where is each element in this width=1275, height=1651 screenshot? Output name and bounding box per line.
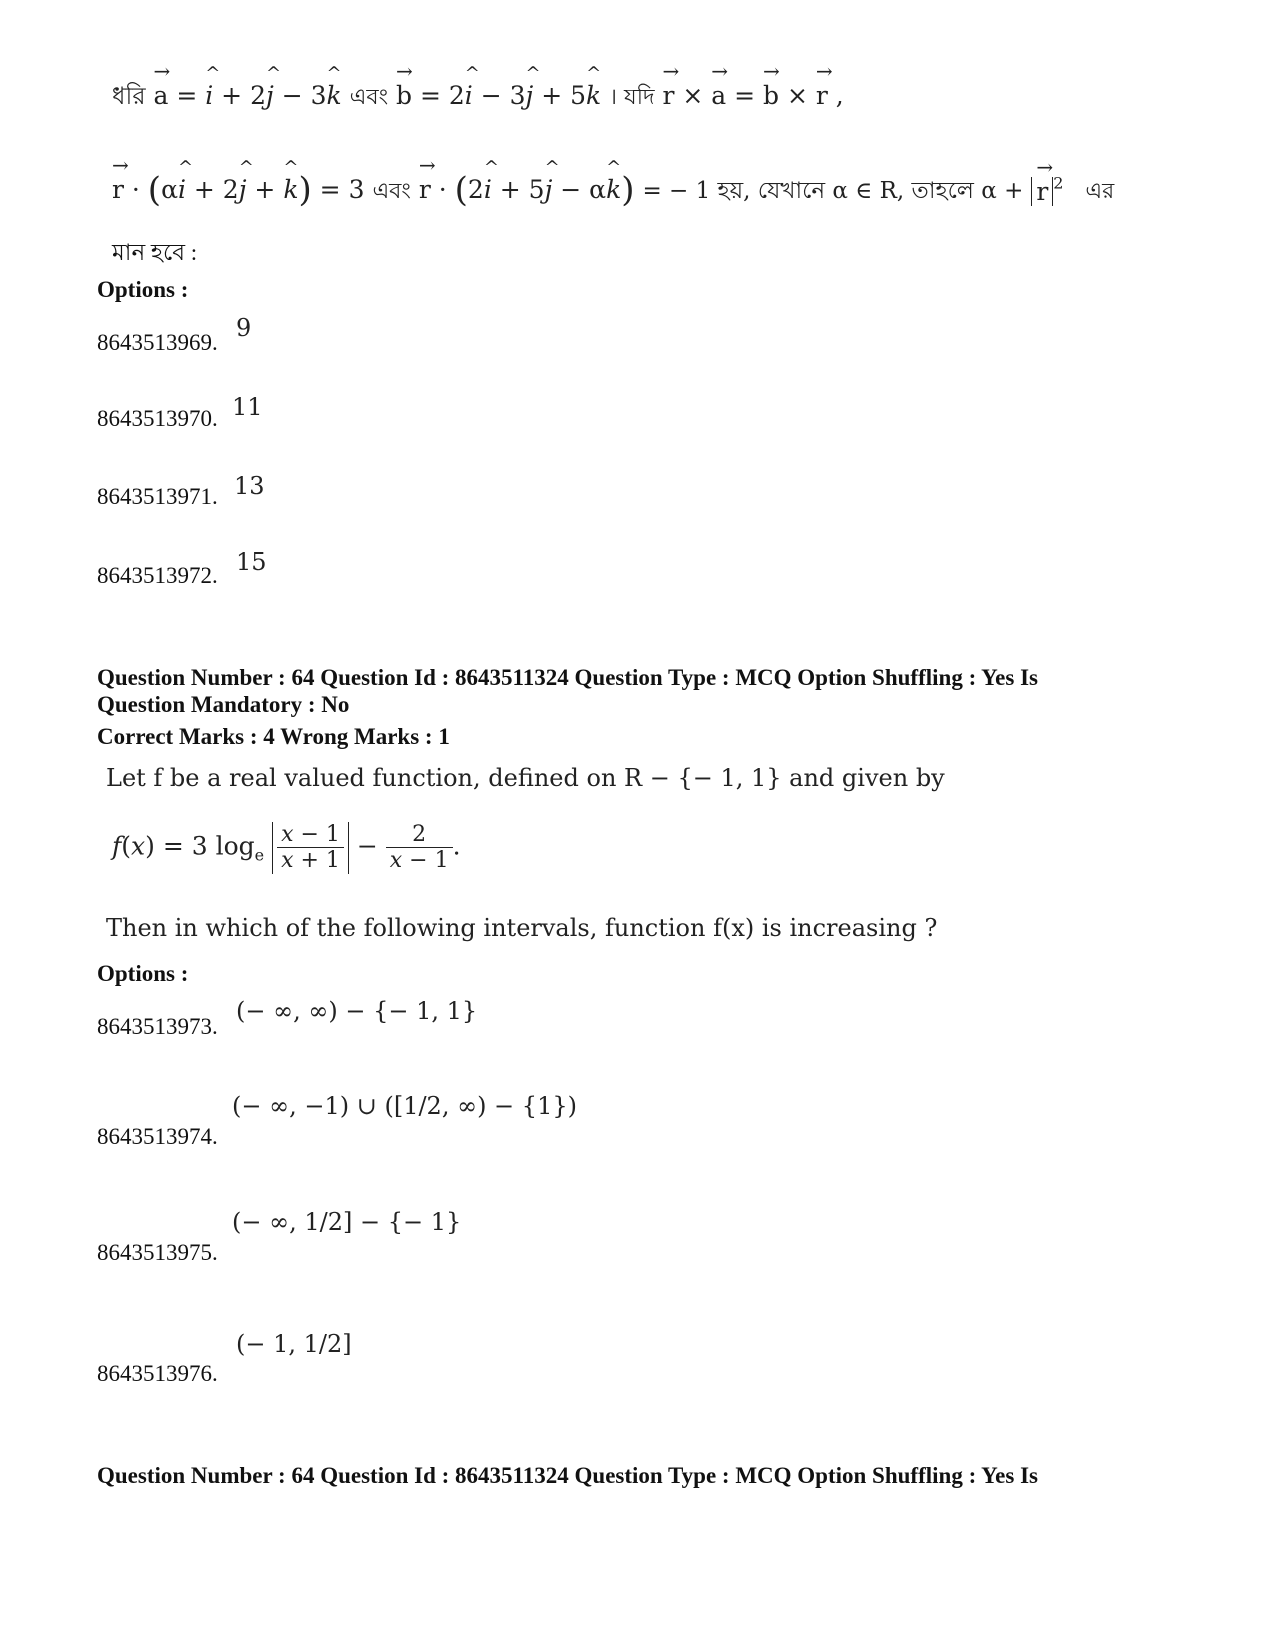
- q63-tail: = − 1 হয়, যেখানে α ∈ R, তাহলে α +: [642, 178, 1024, 204]
- option-value: 9: [236, 314, 252, 342]
- option-id: 8643513973.: [97, 1014, 218, 1039]
- option-value: 15: [236, 548, 267, 576]
- option-id: 8643513976.: [97, 1361, 218, 1386]
- question-meta-line1: Question Number : 64 Question Id : 8643511324 Question Type : MCQ Option Shuffling : Yes Is: [97, 665, 1038, 690]
- q64-function-definition: f(x) = 3 $\log_e$ $\frac{x - 1}{x + 1}$ − $\frac{2}{x - 1}$ .: [112, 822, 461, 874]
- option-value: 11: [232, 393, 263, 421]
- q63-line1: ধরি → a = ^ i + 2^ j − 3^ k এবং → b = 2^ i − 3^ j + 5^ k । যদি → r × → a = → b × → r ,: [112, 78, 844, 118]
- option-value: 13: [234, 472, 265, 500]
- q63-and-1: এবং: [349, 85, 389, 110]
- question-meta-line2: Question Mandatory : No: [97, 692, 350, 717]
- q64-statement2: Then in which of the following intervals, function f(x) is increasing ?: [106, 914, 938, 942]
- q63-line2: → r · (α^ i + 2^ j + ^ k) = 3 এবং → r · (2^ i + 5^ j − α^ k) = − 1 হয়, যেখানে α ∈ R, তাহলে α + → r $^2$ এর: [112, 170, 1114, 211]
- option-id: 8643513970.: [97, 406, 218, 431]
- q64-options-label: Options :: [97, 961, 189, 986]
- q63-if: । যদি: [609, 85, 655, 110]
- q64-statement1: Let f be a real valued function, defined on R − {− 1, 1} and given by: [106, 764, 945, 792]
- q63-options-label: Options :: [97, 277, 189, 302]
- vector-a: → a: [153, 81, 168, 110]
- option-value: (− ∞, 1/2] − {− 1}: [232, 1208, 462, 1236]
- option-value: (− ∞, −1) ∪ ([1/2, ∞) − {1}): [232, 1092, 577, 1120]
- q63-and-2: এবং: [372, 179, 411, 204]
- option-value: (− 1, 1/2]: [236, 1330, 352, 1358]
- vector-b: → b: [396, 81, 412, 110]
- option-id: 8643513975.: [97, 1240, 218, 1265]
- option-value: (− ∞, ∞) − {− 1, 1}: [236, 997, 478, 1025]
- option-id: 8643513971.: [97, 484, 218, 509]
- option-id: 8643513969.: [97, 330, 218, 355]
- option-id: 8643513972.: [97, 563, 218, 588]
- option-id: 8643513974.: [97, 1124, 218, 1149]
- marks-line: Correct Marks : 4 Wrong Marks : 1: [97, 724, 450, 749]
- q63-line3: মান হবে :: [112, 240, 198, 265]
- q63-lead: ধরি: [112, 82, 146, 110]
- q63-end: এর: [1085, 179, 1115, 204]
- next-question-meta: Question Number : 64 Question Id : 8643511324 Question Type : MCQ Option Shuffling : Yes Is: [97, 1463, 1038, 1488]
